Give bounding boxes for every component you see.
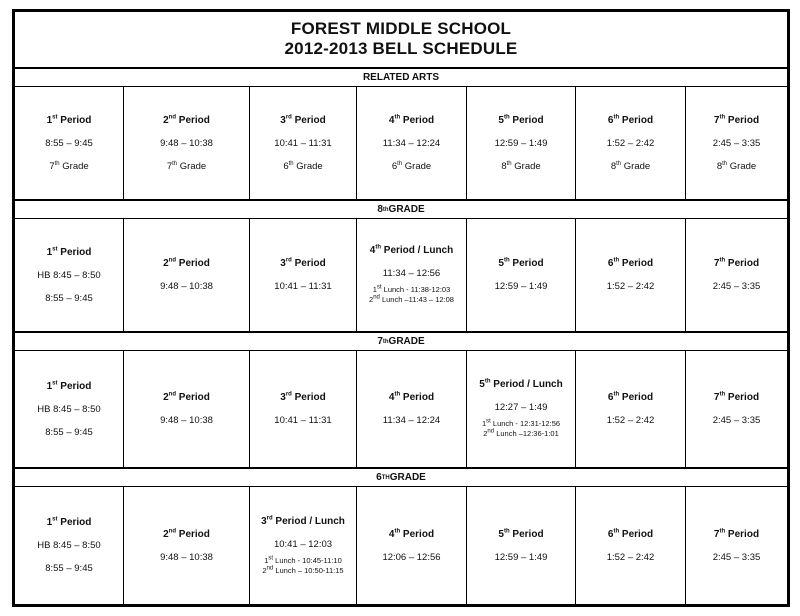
period-cell <box>576 487 686 604</box>
period-name <box>714 392 759 403</box>
period-label: Period / Lunch <box>272 515 345 527</box>
period-name <box>714 529 759 540</box>
period-name <box>498 115 543 126</box>
grade-suffix: th <box>506 160 512 167</box>
lunch-slot <box>369 295 454 305</box>
period-suffix: th <box>719 114 726 121</box>
period-suffix: th <box>503 114 510 121</box>
period-number: 5 <box>479 379 485 390</box>
lunch-number: 2 <box>369 295 374 304</box>
period-label: Period <box>725 114 760 126</box>
period-name <box>714 115 759 126</box>
lunch-suffix: nd <box>373 294 380 301</box>
period-time: 12:59 – 1:49 <box>494 551 548 563</box>
period-number: 6 <box>607 114 614 126</box>
period-number: 7 <box>713 392 720 403</box>
period-cell <box>15 351 124 467</box>
period-number: 4 <box>388 114 395 126</box>
period-suffix: th <box>719 528 726 535</box>
section-header: 8 th GRADE <box>15 199 787 219</box>
period-suffix: st <box>52 114 58 121</box>
period-suffix: th <box>719 257 726 264</box>
period-name <box>280 258 325 269</box>
period-cell <box>357 219 467 331</box>
grade-level <box>49 161 88 172</box>
period-name <box>163 115 210 126</box>
period-number: 3 <box>280 114 286 126</box>
period-cell <box>15 487 124 604</box>
bell-schedule-table <box>12 9 790 607</box>
period-label: Period <box>400 528 435 540</box>
period-suffix: rd <box>285 114 292 121</box>
section-grade-number: 6 <box>376 472 382 483</box>
period-number: 6 <box>607 392 614 403</box>
period-name <box>608 115 653 126</box>
period-label: Period <box>57 246 92 258</box>
period-number: 2 <box>163 258 169 269</box>
period-number: 2 <box>163 528 169 540</box>
lunch-number: 2 <box>262 565 267 575</box>
period-cell <box>124 219 250 331</box>
period-cell <box>576 351 686 467</box>
period-cell <box>686 87 787 199</box>
lunch-slot <box>482 419 560 429</box>
period-label: Period <box>725 528 760 540</box>
grade-number: 7 <box>49 160 55 172</box>
period-number: 6 <box>607 258 614 269</box>
period-number: 1 <box>46 380 53 392</box>
period-cell <box>250 219 357 331</box>
period-label: Period <box>176 392 210 403</box>
grade-number: 8 <box>610 160 617 172</box>
period-suffix: nd <box>168 257 176 264</box>
period-row <box>15 87 787 199</box>
period-cell <box>576 219 686 331</box>
grade-number: 6 <box>391 160 398 172</box>
period-label: Period <box>400 392 435 403</box>
section-grade-label: GRADE <box>388 204 425 215</box>
period-time: 2:45 – 3:35 <box>712 551 761 563</box>
lunch-number: 1 <box>481 419 487 428</box>
period-suffix: nd <box>168 114 176 121</box>
period-time: 1:52 – 2:42 <box>606 137 655 149</box>
period-time: 11:34 – 12:56 <box>382 268 441 279</box>
lunch-time: Lunch - 12:31-12:56 <box>490 419 561 428</box>
period-name <box>498 258 543 269</box>
grade-number: 8 <box>716 160 723 172</box>
homebase-time: HB 8:45 – 8:50 <box>37 269 101 281</box>
lunch-suffix: nd <box>266 565 274 571</box>
period-name <box>280 392 325 403</box>
period-label: Period / Lunch <box>490 379 563 390</box>
period-suffix: nd <box>168 528 176 535</box>
period-number: 2 <box>163 114 169 126</box>
lunch-slot <box>262 566 343 576</box>
period-number: 7 <box>713 114 720 126</box>
period-label: Period <box>725 258 760 269</box>
period-cell <box>467 351 576 467</box>
period-name <box>389 392 434 403</box>
lunch-time: Lunch - 10:45-11:10 <box>273 555 342 565</box>
period-cell <box>467 219 576 331</box>
period-cell <box>357 87 467 199</box>
lunch-slot <box>369 285 454 295</box>
lunch-time: Lunch – 10:50-11:15 <box>273 565 344 575</box>
period-number: 4 <box>388 528 395 540</box>
period-name <box>608 529 653 540</box>
grade-level <box>392 161 431 172</box>
period-label: Period <box>725 392 760 403</box>
grade-suffix: th <box>54 160 60 167</box>
period-name <box>389 529 434 540</box>
period-number: 3 <box>280 258 286 269</box>
period-name <box>479 379 562 390</box>
period-suffix: th <box>484 378 491 385</box>
period-time: 2:45 – 3:35 <box>712 137 761 149</box>
period-name <box>47 247 92 258</box>
period-time: 9:48 – 10:38 <box>160 415 213 426</box>
homebase-time: HB 8:45 – 8:50 <box>37 540 101 551</box>
period-label: Period <box>176 258 210 269</box>
period-number: 1 <box>46 517 53 528</box>
period-time: 2:45 – 3:35 <box>712 415 761 426</box>
period-name <box>47 115 92 126</box>
period-name <box>714 258 759 269</box>
period-cell <box>250 87 357 199</box>
period-label: Period <box>509 114 544 126</box>
period-cell <box>467 87 576 199</box>
lunch-slot <box>482 429 560 439</box>
lunch-times <box>369 285 454 305</box>
period-suffix: th <box>394 114 401 121</box>
period-cell <box>250 487 357 604</box>
lunch-times <box>482 419 560 439</box>
period-cell <box>576 87 686 199</box>
period-suffix: th <box>375 244 381 251</box>
section-header: RELATED ARTS <box>15 67 787 87</box>
period-cell <box>686 219 787 331</box>
section-grade-number: 8 <box>377 204 383 215</box>
period-time: 10:41 – 11:31 <box>274 281 332 292</box>
period-number: 5 <box>498 114 504 126</box>
period-suffix: th <box>613 114 620 121</box>
period-number: 5 <box>498 528 504 540</box>
lunch-suffix: st <box>486 418 491 425</box>
title-block <box>15 12 787 68</box>
period-label: Period <box>619 258 654 269</box>
period-time: 12:59 – 1:49 <box>494 281 548 292</box>
grade-label: Grade <box>59 160 89 172</box>
period-number: 3 <box>261 515 267 527</box>
period-label: Period <box>619 392 654 403</box>
period-label: Period <box>619 114 654 126</box>
period-cell <box>250 351 357 467</box>
period-name <box>608 392 653 403</box>
period-suffix: th <box>719 391 726 398</box>
period-cell <box>15 219 124 331</box>
period-suffix: st <box>52 516 58 523</box>
homebase-time: HB 8:45 – 8:50 <box>37 403 101 415</box>
lunch-number: 2 <box>483 429 488 438</box>
period-name <box>389 115 434 126</box>
period-label: Period <box>57 114 92 126</box>
period-time: 8:55 – 9:45 <box>45 563 93 574</box>
period-number: 2 <box>163 392 169 403</box>
period-name <box>163 529 210 540</box>
period-cell <box>15 87 124 199</box>
period-time: 8:55 – 9:45 <box>45 292 93 304</box>
period-label: Period <box>291 258 326 269</box>
period-suffix: rd <box>266 515 273 522</box>
period-label: Period <box>57 517 92 528</box>
grade-number: 6 <box>283 160 289 172</box>
period-label: Period / Lunch <box>381 245 454 256</box>
period-time: 1:52 – 2:42 <box>606 281 655 292</box>
grade-suffix: th <box>172 160 178 167</box>
grade-suffix: th <box>397 160 403 167</box>
period-number: 7 <box>713 528 720 540</box>
period-cell <box>686 351 787 467</box>
lunch-suffix: st <box>376 284 382 291</box>
period-name <box>261 516 345 527</box>
period-number: 7 <box>713 258 720 269</box>
period-suffix: rd <box>285 391 292 398</box>
grade-label: Grade <box>402 160 432 172</box>
period-time: 12:59 – 1:49 <box>494 137 548 149</box>
grade-label: Grade <box>293 160 323 172</box>
grade-label: Grade <box>621 160 651 172</box>
schedule-title: 2012-2013 BELL SCHEDULE <box>284 39 518 58</box>
period-cell <box>124 351 250 467</box>
period-cell <box>467 487 576 604</box>
lunch-number: 1 <box>372 285 377 294</box>
period-label: Period <box>509 258 544 269</box>
grade-label: Grade <box>511 160 541 172</box>
period-number: 5 <box>498 258 504 269</box>
section-grade-label: GRADE <box>389 472 426 483</box>
period-time: 12:06 – 12:56 <box>382 551 441 563</box>
period-label: Period <box>291 114 326 126</box>
grade-suffix: th <box>288 160 294 167</box>
period-name <box>163 258 210 269</box>
period-suffix: nd <box>168 391 176 398</box>
period-number: 1 <box>46 246 53 258</box>
period-cell <box>357 351 467 467</box>
lunch-time: Lunch –11:43 – 12:08 <box>379 295 454 304</box>
period-time: 9:48 – 10:38 <box>160 137 213 149</box>
period-suffix: st <box>52 380 58 387</box>
grade-label: Grade <box>727 160 757 172</box>
section-header: 6 TH GRADE <box>15 467 787 487</box>
period-label: Period <box>509 528 544 540</box>
grade-number: 7 <box>166 160 173 172</box>
period-time: 8:55 – 9:45 <box>45 426 93 438</box>
period-suffix: th <box>613 257 620 264</box>
period-suffix: th <box>394 391 401 398</box>
period-time: 11:34 – 12:24 <box>382 137 441 149</box>
period-name <box>280 115 325 126</box>
period-suffix: th <box>394 528 401 535</box>
period-time: 10:41 – 11:31 <box>274 415 332 426</box>
period-suffix: th <box>503 528 510 535</box>
lunch-slot <box>262 556 343 566</box>
period-row <box>15 219 787 331</box>
period-time: 1:52 – 2:42 <box>606 415 655 426</box>
period-label: Period <box>291 392 326 403</box>
period-number: 4 <box>369 245 376 256</box>
period-suffix: th <box>613 528 620 535</box>
section-grade-number: 7 <box>377 336 383 347</box>
period-cell <box>357 487 467 604</box>
period-row <box>15 487 787 604</box>
grade-level <box>501 161 540 172</box>
period-number: 3 <box>280 392 286 403</box>
period-suffix: rd <box>285 257 292 264</box>
period-name <box>370 245 453 256</box>
period-name <box>163 392 210 403</box>
period-cell <box>124 87 250 199</box>
period-number: 4 <box>388 392 395 403</box>
period-label: Period <box>176 114 210 126</box>
period-time: 9:48 – 10:38 <box>160 551 213 563</box>
period-number: 1 <box>46 114 53 126</box>
period-name <box>498 529 543 540</box>
period-time: 10:41 – 12:03 <box>273 538 333 550</box>
period-time: 11:34 – 12:24 <box>382 415 441 426</box>
period-name <box>47 381 92 392</box>
lunch-times <box>262 556 343 576</box>
school-name: FOREST MIDDLE SCHOOL <box>290 19 512 38</box>
period-label: Period <box>176 528 210 540</box>
grade-level <box>283 161 322 172</box>
lunch-time: Lunch –12:36-1:01 <box>494 429 559 438</box>
grade-label: Grade <box>177 160 207 172</box>
period-time: 2:45 – 3:35 <box>712 281 761 292</box>
period-row <box>15 351 787 467</box>
period-label: Period <box>57 380 92 392</box>
grade-level <box>167 161 206 172</box>
period-cell <box>124 487 250 604</box>
lunch-suffix: nd <box>487 428 495 435</box>
period-suffix: th <box>613 391 620 398</box>
period-time: 9:48 – 10:38 <box>160 281 213 292</box>
grade-number: 8 <box>501 160 507 172</box>
period-time: 12:27 – 1:49 <box>494 402 548 413</box>
period-time: 10:41 – 11:31 <box>274 137 332 149</box>
grade-level <box>717 161 756 172</box>
period-name <box>47 517 92 528</box>
period-label: Period <box>400 114 435 126</box>
section-grade-label: GRADE <box>388 336 425 347</box>
lunch-suffix: st <box>268 555 274 561</box>
period-suffix: st <box>52 246 58 253</box>
period-time: 8:55 – 9:45 <box>45 137 93 149</box>
period-name <box>608 258 653 269</box>
grade-level <box>611 161 650 172</box>
period-suffix: th <box>503 257 510 264</box>
grade-suffix: th <box>616 160 622 167</box>
grade-suffix: th <box>722 160 728 167</box>
section-header: 7 th GRADE <box>15 331 787 351</box>
lunch-number: 1 <box>264 555 269 565</box>
lunch-time: Lunch - 11:38-12:03 <box>381 285 451 294</box>
period-number: 6 <box>607 528 614 540</box>
period-time: 1:52 – 2:42 <box>606 551 655 563</box>
period-cell <box>686 487 787 604</box>
period-label: Period <box>619 528 654 540</box>
